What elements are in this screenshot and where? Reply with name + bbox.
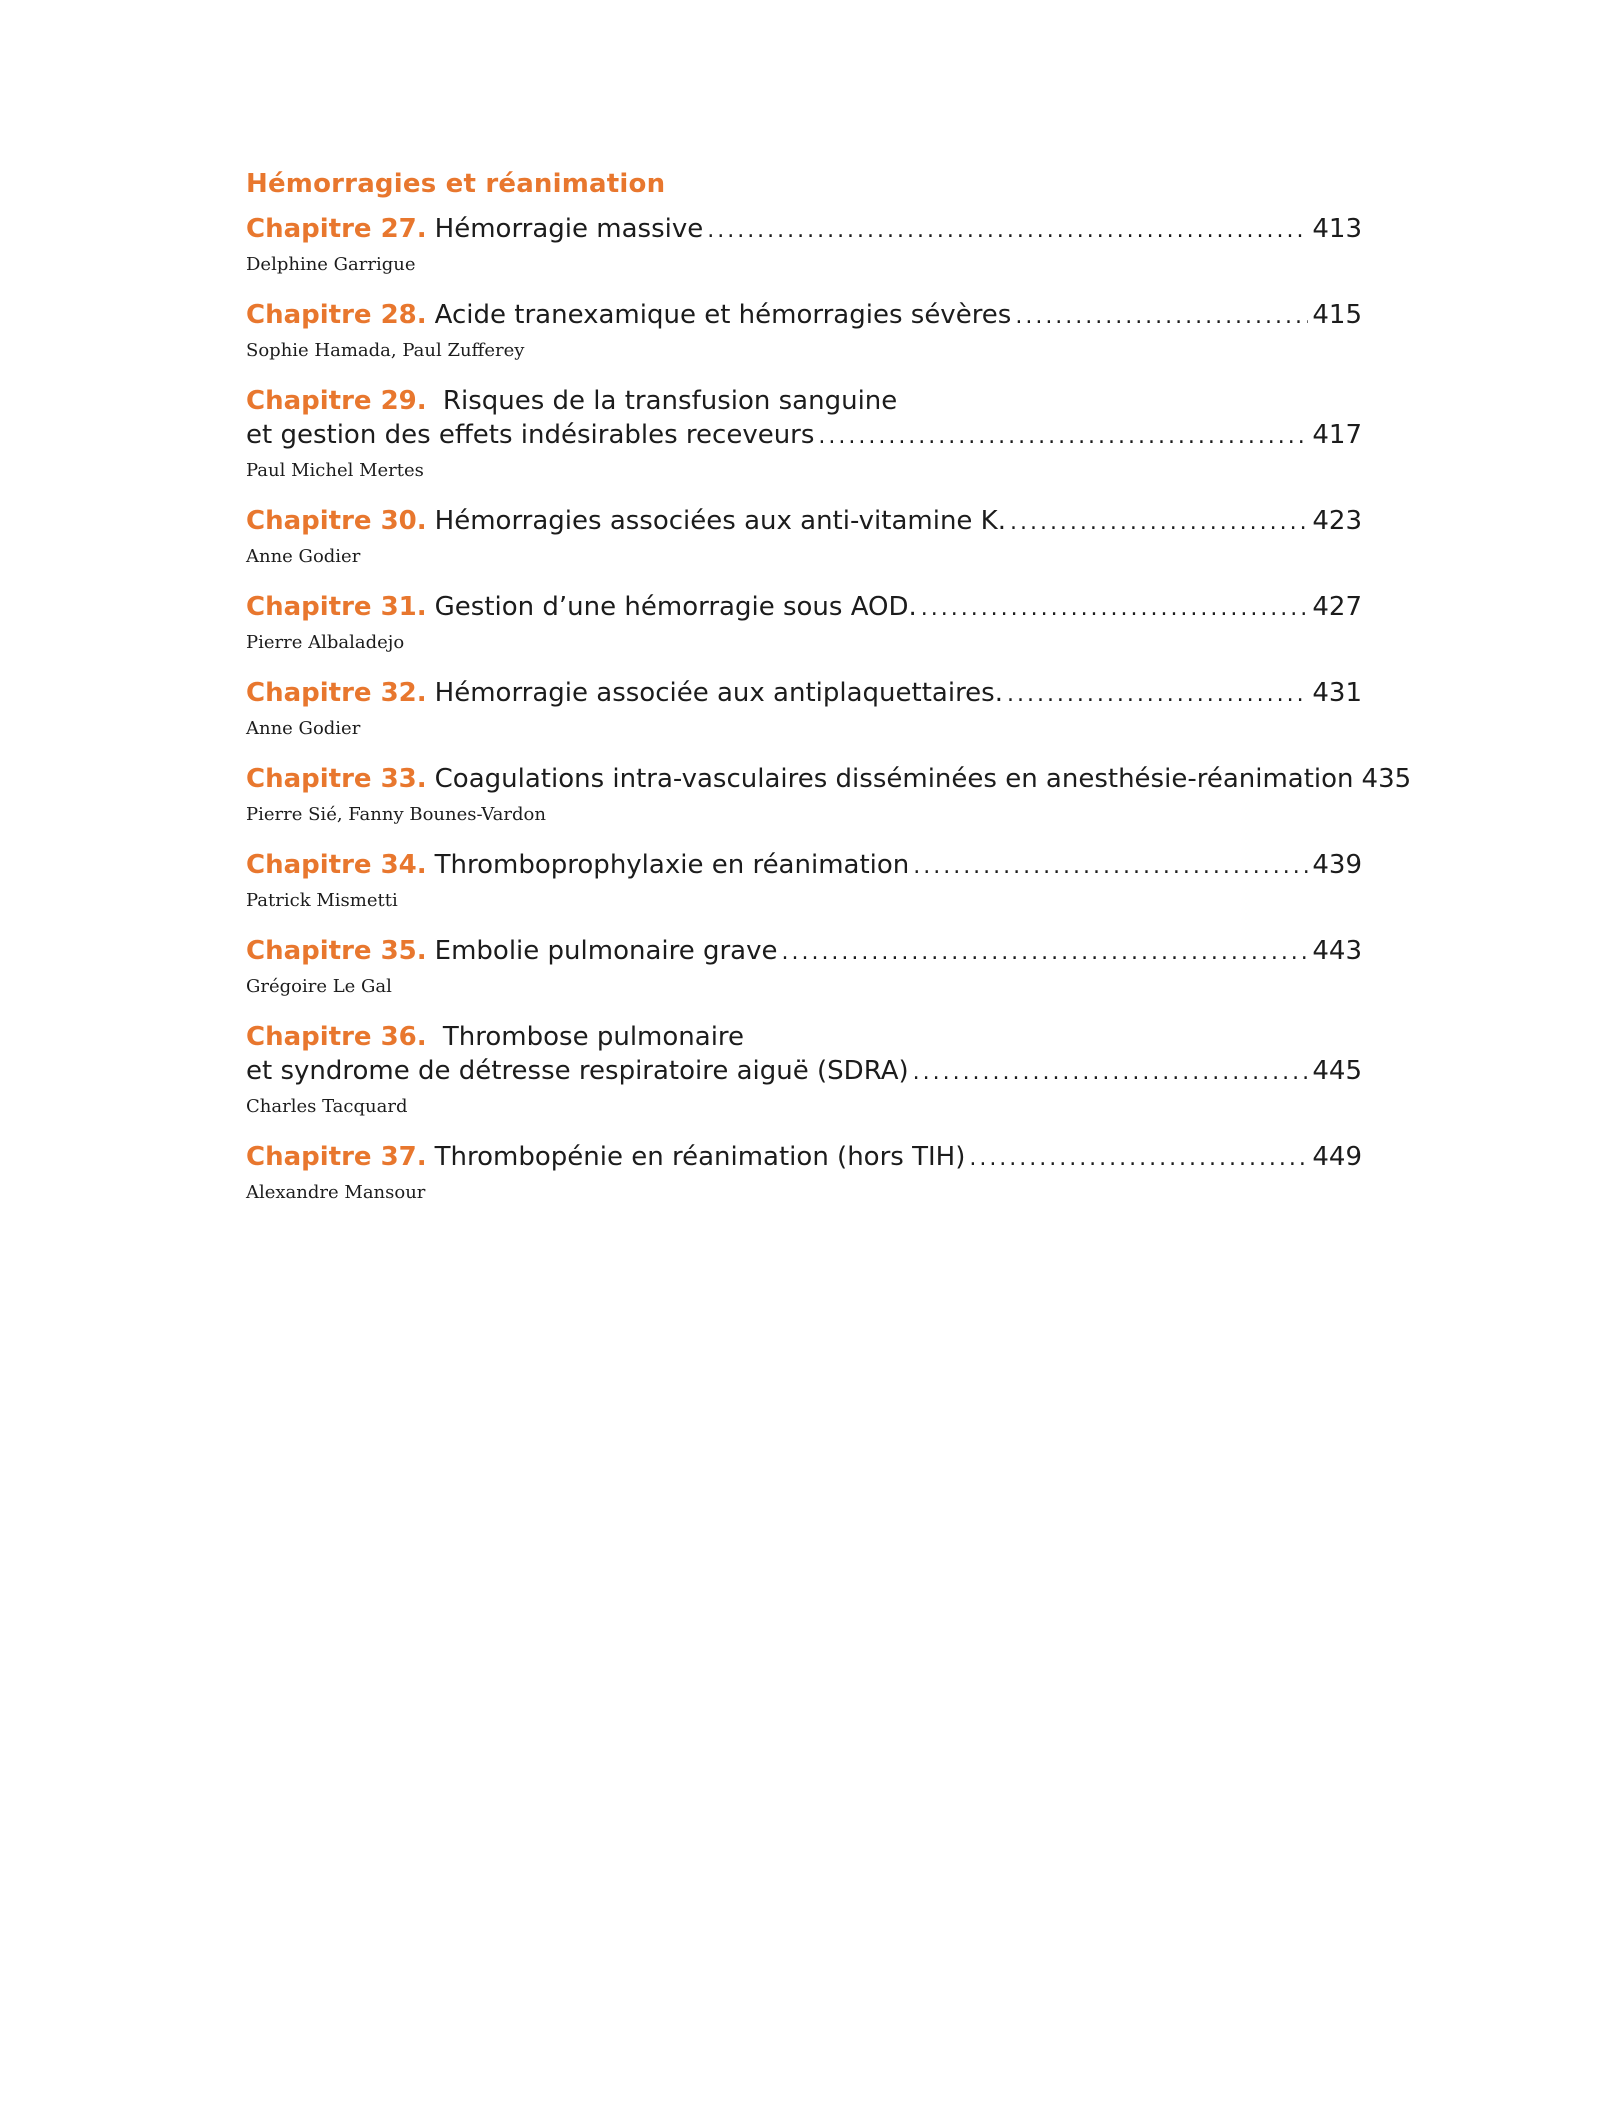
toc-title-line: [246, 590, 1362, 626]
toc-title-line: [246, 676, 1362, 712]
page-number: 417: [1312, 420, 1362, 450]
dot-leader: [913, 850, 1308, 884]
toc-title-first-line: [246, 1020, 1362, 1054]
dot-leader: [1010, 506, 1308, 540]
chapter-number: Chapitre 34.: [246, 850, 427, 880]
toc-title-line: [246, 418, 1362, 454]
toc-title-line: [246, 1140, 1362, 1176]
chapter-title: Thrombopénie en réanimation (hors TIH): [434, 1142, 966, 1172]
toc-title-line: [246, 212, 1362, 248]
dot-leader: [1007, 678, 1308, 712]
chapter-number: Chapitre 32.: [246, 678, 427, 708]
chapter-number: Chapitre 31.: [246, 592, 427, 622]
dot-leader: [707, 214, 1308, 248]
dot-leader: [921, 592, 1309, 626]
chapter-title: Embolie pulmonaire grave: [434, 936, 778, 966]
page-number: 445: [1312, 1056, 1362, 1086]
chapter-title: et gestion des effets indésirables receveurs: [246, 420, 815, 450]
chapter-title: et syndrome de détresse respiratoire aiguë (SDRA): [246, 1056, 909, 1086]
dot-leader: [913, 1056, 1309, 1090]
page-number: 427: [1312, 592, 1362, 622]
chapter-title: Hémorragie massive: [434, 214, 704, 244]
chapter-authors: Paul Michel Mertes: [246, 460, 424, 481]
toc-entry[interactable]: [246, 1020, 1362, 1120]
chapter-authors: Sophie Hamada, Paul Zufferey: [246, 340, 525, 361]
toc-title-first-line: [246, 384, 1362, 418]
chapter-number: Chapitre 30.: [246, 506, 427, 536]
page-number: 439: [1312, 850, 1362, 880]
page-number: 431: [1312, 678, 1362, 708]
chapter-number: Chapitre 36.: [246, 1022, 427, 1052]
toc-entry[interactable]: [246, 1140, 1362, 1206]
dot-leader: [782, 936, 1309, 970]
chapter-authors: Delphine Garrigue: [246, 254, 416, 275]
chapter-authors: Patrick Mismetti: [246, 890, 398, 911]
table-of-contents: [246, 166, 1412, 1226]
toc-title-line: [246, 504, 1362, 540]
chapter-title: Coagulations intra-vasculaires disséminées en anesthésie-réanimation: [434, 764, 1354, 794]
chapter-authors: Anne Godier: [246, 546, 361, 567]
chapter-number: Chapitre 29.: [246, 386, 427, 416]
toc-entry[interactable]: [246, 676, 1362, 742]
toc-entry[interactable]: [246, 934, 1362, 1000]
chapter-number: Chapitre 35.: [246, 936, 427, 966]
toc-title-line: [246, 298, 1362, 334]
toc-entry[interactable]: [246, 212, 1362, 278]
toc-entry[interactable]: [246, 384, 1362, 484]
toc-entry[interactable]: [246, 504, 1362, 570]
chapter-title: Acide tranexamique et hémorragies sévères: [434, 300, 1012, 330]
chapter-authors: Anne Godier: [246, 718, 361, 739]
chapter-authors: Pierre Sié, Fanny Bounes-Vardon: [246, 804, 546, 825]
chapter-authors: Grégoire Le Gal: [246, 976, 392, 997]
chapter-title: Thromboprophylaxie en réanimation: [434, 850, 910, 880]
chapter-title: Gestion d’une hémorragie sous AOD.: [434, 592, 917, 622]
toc-entry[interactable]: [246, 590, 1362, 656]
chapter-title-line1: Thrombose pulmonaire: [442, 1022, 745, 1052]
toc-entry[interactable]: [246, 848, 1362, 914]
chapter-authors: Pierre Albaladejo: [246, 632, 405, 653]
dot-leader: [818, 420, 1308, 454]
chapter-authors: Charles Tacquard: [246, 1096, 408, 1117]
chapter-title: Hémorragie associée aux antiplaquettaires.: [434, 678, 1003, 708]
chapter-number: Chapitre 37.: [246, 1142, 427, 1172]
page-number: 413: [1312, 214, 1362, 244]
chapter-title-line1: Risques de la transfusion sanguine: [442, 386, 898, 416]
dot-leader: [969, 1142, 1308, 1176]
toc-title-line: [246, 934, 1362, 970]
toc-title-line: [246, 848, 1362, 884]
toc-entry[interactable]: [246, 762, 1412, 828]
chapter-authors: Alexandre Mansour: [246, 1182, 426, 1203]
page-number: 423: [1312, 506, 1362, 536]
page-number: 415: [1312, 300, 1362, 330]
toc-entry[interactable]: [246, 298, 1362, 364]
page-number: 435: [1361, 764, 1412, 794]
toc-title-line: [246, 762, 1412, 798]
chapter-number: Chapitre 28.: [246, 300, 427, 330]
chapter-number: Chapitre 33.: [246, 764, 427, 794]
section-title: Hémorragies et réanimation: [246, 169, 666, 199]
page-number: 443: [1312, 936, 1362, 966]
toc-title-line: [246, 1054, 1362, 1090]
chapter-number: Chapitre 27.: [246, 214, 427, 244]
page-number: 449: [1312, 1142, 1362, 1172]
dot-leader: [1015, 300, 1308, 334]
chapter-title: Hémorragies associées aux anti-vitamine K.: [434, 506, 1006, 536]
